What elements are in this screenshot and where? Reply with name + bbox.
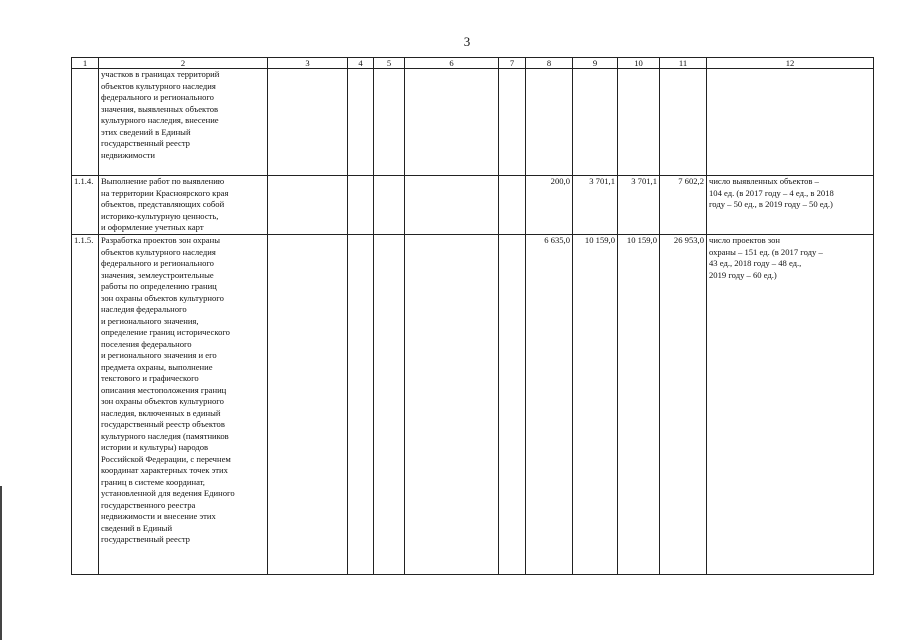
cell-col-7 [499, 69, 526, 176]
text-line: и регионального значения и его [101, 350, 217, 360]
text-line: Выполнение работ по выявлению [101, 176, 225, 186]
text-line: историко-культурную ценность, [101, 210, 219, 221]
col-header-11: 11 [660, 58, 707, 69]
text-line: году – 50 ед., в 2019 году – 50 ед.) [709, 199, 833, 209]
cell-col-10: 10 159,0 [618, 235, 660, 575]
text-line: границ в системе координат, [101, 476, 205, 487]
text-line: наследия федерального [101, 304, 187, 314]
row-result-indicator [707, 235, 874, 575]
program-activities-table [71, 57, 874, 575]
text-line: координат характерных точек этих [101, 465, 228, 475]
page-number: 3 [463, 34, 471, 49]
text-line: 43 ед., 2018 году – 48 ед., [709, 258, 802, 268]
text-line: значения, выявленных объектов [101, 103, 219, 114]
text-line: описания местоположения границ [101, 384, 227, 395]
row-description [99, 235, 268, 575]
cell-col-4 [348, 235, 374, 575]
text-line: наследия, включенных в единый [101, 407, 221, 418]
text-line: Российской Федерации, с перечнем [101, 453, 231, 464]
cell-col-8 [526, 69, 573, 176]
text-line: число проектов зон [709, 235, 781, 245]
text-line: предмета охраны, выполнение [101, 361, 213, 372]
text-line: истории и культуры) народов [101, 442, 209, 452]
cell-col-6 [405, 235, 499, 575]
col-header-10: 10 [618, 58, 660, 69]
col-header-4: 4 [348, 58, 374, 69]
cell-col-3 [268, 69, 348, 176]
text-line: культурного наследия, внесение [101, 115, 219, 125]
text-line: объектов культурного наследия [101, 80, 216, 91]
cell-col-8: 6 635,0 [526, 235, 573, 575]
text-line: объектов культурного наследия [101, 246, 216, 257]
cell-col-8: 200,0 [526, 176, 573, 235]
text-line: текстового и графического [101, 373, 199, 383]
text-line: 2019 году – 60 ед.) [709, 269, 777, 280]
scan-edge-shadow [0, 486, 2, 640]
cell-col-6 [405, 176, 499, 235]
col-header-6: 6 [405, 58, 499, 69]
cell-col-11: 7 602,2 [660, 176, 707, 235]
text-line: государственный реестр объектов [101, 419, 225, 429]
cell-col-10 [618, 69, 660, 176]
cell-col-5 [374, 176, 405, 235]
cell-col-3 [268, 235, 348, 575]
text-line: недвижимости и внесение этих [101, 511, 216, 521]
text-line: Разработка проектов зон охраны [101, 235, 220, 245]
text-line: государственного реестра [101, 499, 196, 510]
text-line: 104 ед. (в 2017 году – 4 ед., в 2018 [709, 187, 834, 198]
text-line: зон охраны объектов культурного [101, 396, 224, 406]
col-header-9: 9 [573, 58, 618, 69]
row-description [99, 176, 268, 235]
table-row [72, 176, 874, 235]
col-header-12: 12 [707, 58, 874, 69]
text-line: число выявленных объектов – [709, 176, 819, 186]
cell-col-4 [348, 176, 374, 235]
cell-col-3 [268, 176, 348, 235]
col-header-5: 5 [374, 58, 405, 69]
text-line: государственный реестр [101, 534, 190, 544]
cell-col-7 [499, 235, 526, 575]
row-description [99, 69, 268, 176]
col-header-1: 1 [72, 58, 99, 69]
cell-col-6 [405, 69, 499, 176]
col-header-7: 7 [499, 58, 526, 69]
cell-col-7 [499, 176, 526, 235]
text-line: установленной для ведения Единого [101, 488, 235, 498]
cell-col-9: 10 159,0 [573, 235, 618, 575]
col-header-8: 8 [526, 58, 573, 69]
row-result-indicator [707, 176, 874, 235]
cell-col-11: 26 953,0 [660, 235, 707, 575]
cell-col-11 [660, 69, 707, 176]
text-line: работы по определению границ [101, 281, 217, 291]
text-line: охраны – 151 ед. (в 2017 году – [709, 246, 823, 257]
cell-col-5 [374, 235, 405, 575]
cell-col-4 [348, 69, 374, 176]
cell-col-9 [573, 69, 618, 176]
text-line: федерального и регионального [101, 258, 214, 268]
text-line: значения, землеустроительные [101, 269, 214, 280]
row-code [72, 69, 99, 176]
text-line: сведений в Единый [101, 522, 173, 533]
table-row [72, 69, 874, 176]
text-line: объектов, представляющих собой [101, 199, 225, 209]
cell-col-9: 3 701,1 [573, 176, 618, 235]
text-line: на территории Красноярского края [101, 187, 229, 198]
col-header-3: 3 [268, 58, 348, 69]
text-line: федерального и регионального [101, 92, 214, 102]
text-line: и регионального значения, [101, 315, 199, 326]
text-line: поселения федерального [101, 338, 192, 349]
row-code: 1.1.5. [72, 235, 99, 575]
col-header-2: 2 [99, 58, 268, 69]
text-line: культурного наследия (памятников [101, 430, 229, 441]
cell-col-10: 3 701,1 [618, 176, 660, 235]
text-line: этих сведений в Единый [101, 126, 191, 137]
text-line: зон охраны объектов культурного [101, 292, 224, 303]
column-number-header-row [72, 58, 874, 69]
row-result-indicator [707, 69, 874, 176]
row-code: 1.1.4. [72, 176, 99, 235]
cell-col-5 [374, 69, 405, 176]
text-line: и оформление учетных карт [101, 222, 204, 232]
table-row [72, 235, 874, 575]
text-line: государственный реестр [101, 138, 190, 148]
text-line: недвижимости [101, 149, 155, 160]
text-line: участков в границах территорий [101, 69, 220, 79]
text-line: определение границ исторического [101, 327, 230, 337]
